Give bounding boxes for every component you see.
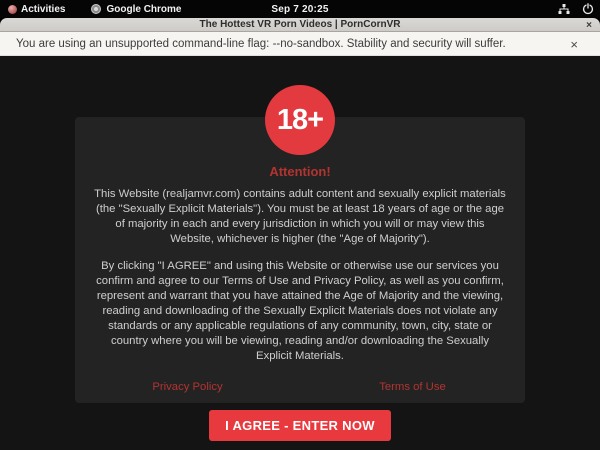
clock-menu[interactable] <box>0 4 600 15</box>
terms-of-use-link[interactable]: Terms of Use <box>379 381 446 393</box>
agree-enter-button[interactable]: I AGREE - ENTER NOW <box>209 410 391 441</box>
window-title: The Hottest VR Porn Videos | PornCornVR <box>199 19 401 30</box>
age-gate-modal <box>75 103 525 433</box>
age-gate-paragraph-2: By clicking "I AGREE" and using this Website or otherwise use our services you confirm and agree to our Terms of Use and Privacy Policy, as well as you confirm, represent and warrant that you have attained the Age of Majority and the viewing, reading and downloading of the Sexually Explicit Materials does not violate any standards or any applicable regulations of any community, town, city, state or country where you will be viewing, reading and/or downloading the Sexually Explicit Materials. <box>96 260 504 362</box>
gnome-top-bar <box>0 0 600 18</box>
network-icon <box>558 3 570 15</box>
window-close-button[interactable]: × <box>586 19 592 31</box>
window-title-bar[interactable] <box>0 18 600 32</box>
age-gate-links-row <box>75 377 525 395</box>
focused-app-label: Google Chrome <box>106 3 182 15</box>
system-status-area[interactable] <box>558 0 594 18</box>
age-badge-icon: 18+ <box>265 85 335 155</box>
activities-label: Activities <box>21 3 66 15</box>
clock-label: Sep 7 20:25 <box>271 3 329 15</box>
power-icon <box>582 3 594 15</box>
infobar-close-button[interactable]: × <box>570 36 578 52</box>
browser-viewport <box>0 56 600 450</box>
age-gate-paragraph-1: This Website (realjamvr.com) contains adult content and sexually explicit materials (the "Sexually Explicit Materials"). You must be at least 18 years of age or the age of majority in each and every jurisdiction in which you will or may view this Website, whichever is higher (the "Age of Majority"). <box>94 188 506 245</box>
age-gate-heading: Attention! <box>269 164 331 179</box>
infobar-message: You are using an unsupported command-line flag: --no-sandbox. Stability and security will suffer. <box>16 37 506 50</box>
privacy-policy-link[interactable]: Privacy Policy <box>152 381 223 393</box>
chrome-infobar <box>0 32 600 56</box>
